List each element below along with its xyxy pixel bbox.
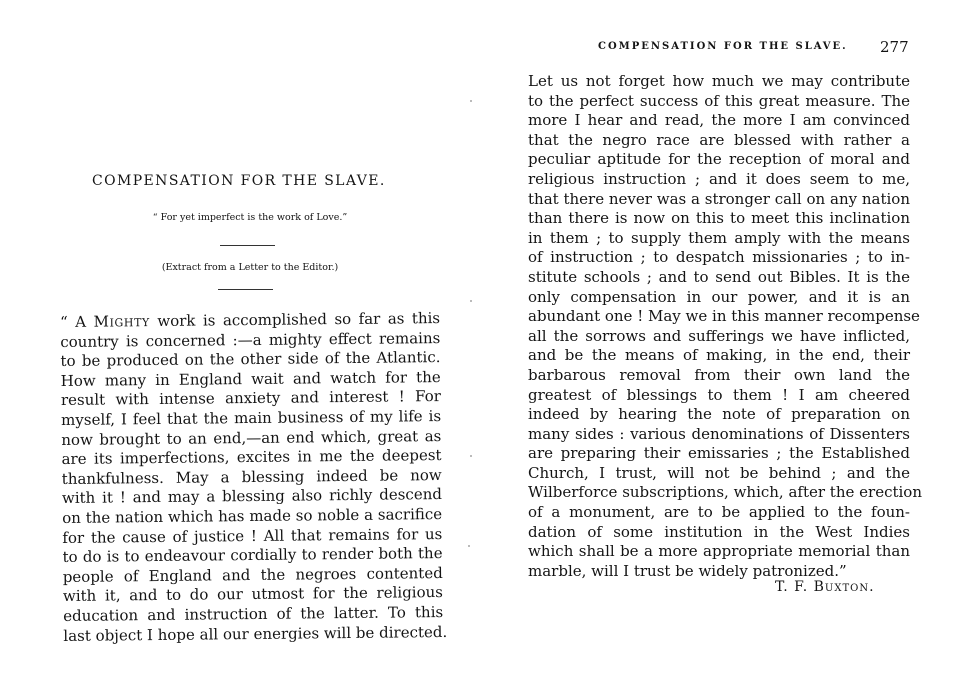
text-line: Let us not forget how much we may contribute (528, 72, 910, 90)
opening-quote: “ A (60, 312, 94, 331)
text-line: that there never was a stronger call on any nation (528, 189, 910, 208)
signature: T. F. Buxton. (775, 579, 875, 595)
text-line: and be the means of making, in the end, their (528, 346, 910, 365)
scan-speck (468, 545, 470, 547)
text-line: stitute schools ; and to send out Bibles. It is the (528, 267, 910, 286)
text-line: thankfulness. May a blessing indeed be now (61, 465, 442, 488)
text-line: religious instruction ; and it does seem to me, (528, 169, 910, 188)
text-line: only compensation in our power, and it is an (528, 287, 910, 306)
text-line: are preparing their emissaries ; the Established (528, 444, 910, 463)
text-line: abundant one ! May we in this manner recompense (528, 307, 920, 326)
text-line: for the cause of justice ! All that remains for us (62, 524, 443, 547)
right-body-text (528, 72, 922, 581)
right-page (490, 0, 980, 684)
text-line: dation of some institution in the West Indies (528, 522, 910, 541)
text-line: which shall be a more appropriate memorial than (528, 542, 910, 561)
text-line: with it ! and may a blessing also richly descend (61, 485, 443, 508)
text-line: education and instruction of the latter. To this (63, 602, 444, 625)
text-line: to do is to endeavour cordially to render both the (62, 544, 443, 567)
text-line: of a monument, are to be applied to the foun- (528, 503, 910, 522)
text-line: all the sorrows and sufferings we have inflicted, (528, 326, 910, 345)
scan-speck (470, 100, 472, 102)
divider-rule (218, 289, 273, 290)
text-line: country is concerned :—a mighty effect remains (60, 328, 441, 351)
text-line: marble, will I trust be widely patronized.” (528, 561, 847, 580)
text-line: with it, and to do our utmost for the religious (62, 583, 444, 606)
text-line: many sides : various denominations of Dissenters (528, 424, 910, 443)
text-line: are its imperfections, excites in me the deepest (61, 446, 442, 469)
running-head: COMPENSATION FOR THE SLAVE. (598, 41, 848, 52)
text-line: greatest of blessings to them ! I am cheered (528, 385, 910, 404)
text-line: peculiar aptitude for the reception of moral and (528, 150, 910, 169)
divider-rule (220, 245, 275, 246)
epigraph: “ For yet imperfect is the work of Love.” (152, 212, 348, 223)
left-body-text (60, 309, 448, 646)
text-line: indeed by hearing the note of preparation on (528, 405, 910, 424)
text-line: on the nation which has made so noble a sacrifice (62, 504, 443, 527)
line-text: work is accomplished so far as this (149, 309, 441, 331)
extract-note: (Extract from a Letter to the Editor.) (161, 262, 339, 273)
text-line: myself, I feel that the main business of my life is (61, 406, 442, 429)
text-line: than there is now on this to meet this inclination (528, 209, 910, 228)
text-line: in them ; to supply them amply with the means (528, 228, 910, 247)
text-line: now brought to an end,—an end which, great as (61, 426, 442, 449)
article-title: COMPENSATION FOR THE SLAVE. (92, 173, 386, 189)
text-line: Church, I trust, will not be behind ; and the (528, 463, 910, 482)
text-line: result with intense anxiety and interest ! For (60, 387, 441, 410)
text-line: barbarous removal from their own land the (528, 365, 910, 384)
opening-word: Mighty (93, 312, 150, 331)
scan-speck (470, 300, 472, 302)
text-line: of instruction ; to despatch missionaries ; to in- (528, 248, 910, 267)
text-line: Wilberforce subscriptions, which, after the erection (528, 483, 922, 502)
text-line: to the perfect success of this great measure. The (528, 91, 910, 110)
text-line: How many in England wait and watch for the (60, 367, 441, 390)
page-number: 277 (880, 38, 909, 56)
text-line: people of England and the negroes contented (62, 563, 443, 586)
text-line: to be produced on the other side of the Atlantic. (60, 348, 441, 371)
text-line: last object I hope all our energies will be directed. (63, 622, 448, 645)
text-line: that the negro race are blessed with rather a (528, 130, 910, 149)
text-line: more I hear and read, the more I am convinced (528, 111, 910, 130)
scan-speck (470, 455, 472, 457)
